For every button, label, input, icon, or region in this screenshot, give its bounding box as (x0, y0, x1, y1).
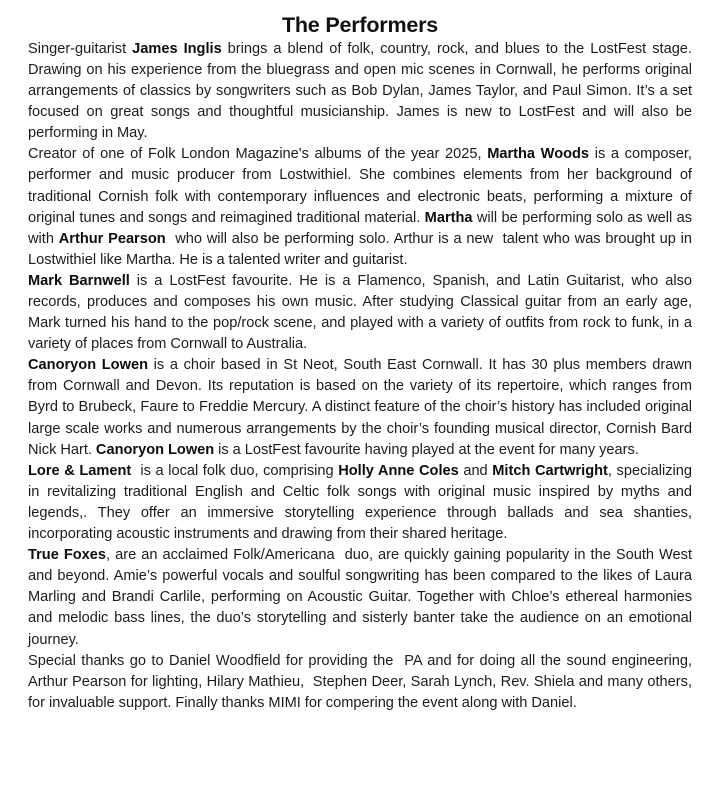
performer-name: Holly Anne Coles (338, 462, 459, 479)
paragraph-lore-and-lament (28, 461, 696, 545)
paragraph-text: who will also be performing solo. Arthur is a new talent who was brought up in Lostwithiel like Martha. He is a talented writer and guitarist. (28, 230, 696, 268)
performer-name: Lore & Lament (28, 462, 132, 479)
paragraph-james-inglis (28, 39, 696, 144)
paragraph-mark-barnwell (28, 271, 696, 355)
paragraph-text: is a LostFest favourite having played at the event for many years. (214, 441, 639, 458)
paragraph-special-thanks (28, 651, 696, 714)
paragraph-text: , are an acclaimed Folk/Americana duo, are quickly gaining popularity in the South West and beyond. Amie’s powerful vocals and soulful songwriting has been compared to the likes of Laura Marling and Brandi Carlile, performing on Acoustic Guitar. Together with Chloe’s ethereal harmonies and melodic bass lines, the duo’s storytelling and sisterly banter take the audience on an emotional journey. (28, 547, 696, 648)
paragraph-text: will be performing solo as well as with (28, 209, 696, 247)
paragraph-true-foxes (28, 545, 696, 650)
performer-name: Mark Barnwell (28, 272, 130, 289)
document-body (0, 39, 720, 714)
paragraph-martha-woods (28, 144, 696, 271)
performer-name: Martha Woods (487, 146, 590, 163)
performer-name: Arthur Pearson (58, 230, 166, 247)
paragraph-text: Singer-guitarist (28, 40, 133, 57)
performer-name: James Inglis (132, 40, 222, 57)
paragraph-text: is a composer, performer and music producer from Lostwithiel. She combines elements from her background of traditional Cornish folk with contemporary influences and electronic beats, performing a mixture of original tunes and songs and reimagined traditional material. (28, 146, 696, 226)
performer-name: Canoryon Lowen (95, 441, 215, 458)
paragraph-text: brings a blend of folk, country, rock, and blues to the LostFest stage. Drawing on his experience from the bluegrass and open mic scenes in Cornwall, he performs original arrangements of classics by songwriters such as Bob Dylan, James Taylor, and Paul Simon. It’s a set focused on great songs and thoughtful musicianship. James is new to LostFest and will also be performing in May. (28, 40, 696, 142)
paragraph-text: is a choir based in St Neot, South East Cornwall. It has 30 plus members drawn from Cornwall and Devon. Its reputation is based on the variety of its repertoire, which ranges from Byrd to Brubeck, Faure to Freddie Mercury. A distinct feature of the choir’s history has included original large scale works and numerous arrangements by the choir’s founding musical director, Cornish Bard Nick Hart. (28, 357, 696, 458)
performer-name: Canoryon Lowen (28, 357, 148, 374)
paragraph-text: Special thanks go to Daniel Woodfield for providing the PA and for doing all the sound engineering, Arthur Pearson for lighting, Hilary Mathieu, Stephen Deer, Sarah Lynch, Rev. Shiela and many others, for invaluable support. Finally thanks MIMI for compering the event along with Daniel. (28, 652, 696, 711)
paragraph-text: is a local folk duo, comprising (131, 462, 339, 479)
paragraph-text: and (458, 462, 493, 479)
paragraph-text: , specializing in revitalizing traditional English and Celtic folk songs with original music inspired by myths and legends,. They offer an immersive storytelling experience through ballads and sea shanties, incorporating acoustic instruments and drawing from their shared heritage. (28, 462, 696, 543)
paragraph-canoryon-lowen (28, 355, 696, 460)
performer-name: Martha (424, 209, 473, 226)
paragraph-text: Creator of one of Folk London Magazine's albums of the year 2025, (28, 146, 488, 163)
page-title: The Performers (281, 13, 439, 37)
performer-name: Mitch Cartwright (492, 462, 608, 479)
performer-name: True Foxes (28, 547, 107, 564)
paragraph-text: is a LostFest favourite. He is a Flamenco, Spanish, and Latin Guitarist, who also records, produces and composes his own music. After studying Classical guitar from an early age, Mark turned his hand to the pop/rock scene, and played with a variety of outfits from rock to funk, in a variety of places from Cornwall to Australia. (28, 272, 696, 353)
